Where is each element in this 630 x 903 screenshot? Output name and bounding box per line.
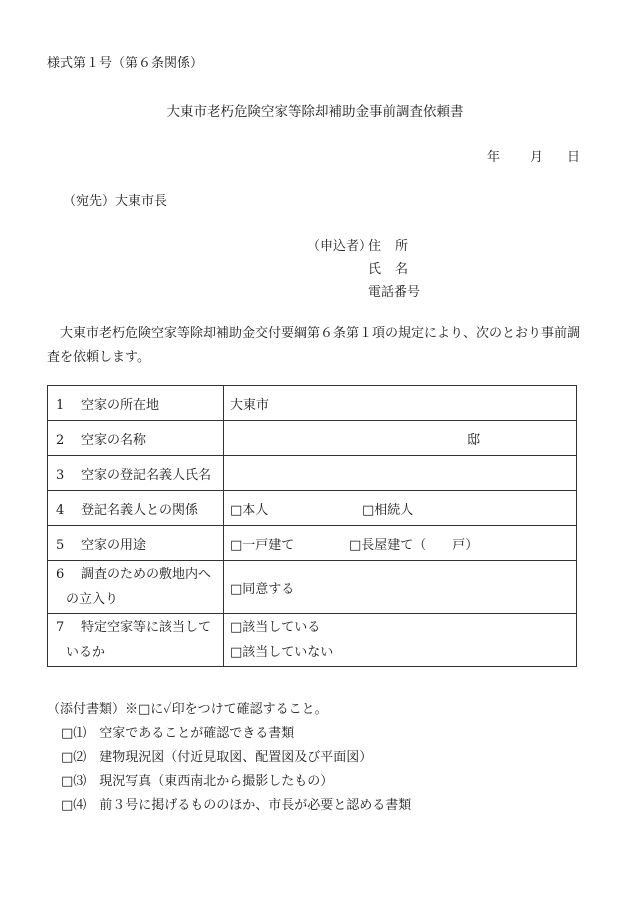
registered-owner-field[interactable] [224,456,577,491]
phone-label: 電話番号 [368,285,421,300]
row-number: 1 [56,397,65,413]
table-row [48,456,577,491]
location-field[interactable]: 大東市 [224,386,577,421]
building-name-field[interactable]: 邸 [224,421,577,456]
checkbox-consent[interactable]: □同意する [224,561,577,614]
row-number: 3 [56,467,65,483]
attachment-item-vacancy-proof[interactable]: □⑴ 空家であることが確認できる書類 [61,726,295,741]
usage-options [224,526,577,561]
checkbox-designated[interactable]: □該当している [230,620,321,635]
attachments-header: （添付書類）※□に✓印をつけて確認すること。 [47,702,328,717]
row-label [48,491,224,526]
row-label-text-continued: の立入り [66,592,119,607]
attachment-item-photos[interactable]: □⑶ 現況写真（東西南北から撮影したもの） [61,774,334,789]
row-label-text: 空家の用途 [81,537,147,553]
row-label [48,526,224,561]
checkbox-heir[interactable]: □相続人 [362,502,414,518]
checkbox-row-house[interactable]: □長屋建て（ 戸） [349,537,479,553]
row-label-text: 空家の名称 [81,432,147,448]
address-label: 住所 [368,239,423,254]
document-title: 大東市老朽危険空家等除却補助金事前調査依頼書 [166,104,464,120]
row-number: 6 [56,567,65,582]
checkbox-self[interactable]: □本人 [230,502,269,518]
relationship-options [224,491,577,526]
row-label [48,561,224,614]
row-label-text: 空家の所在地 [81,397,160,413]
row-label [48,421,224,456]
row-label [48,456,224,491]
row-label-text: 調査のための敷地内へ [81,567,212,582]
row-label-text: 空家の登記名義人氏名 [81,467,212,483]
row-label-text: 特定空家等に該当して [81,620,212,635]
request-table [47,385,577,667]
date-year-label: 年 [487,150,501,165]
row-number: 7 [56,620,65,635]
row-label-text: 登記名義人との関係 [81,502,199,518]
row-number: 2 [56,432,65,448]
name-label: 氏名 [368,262,423,277]
addressee: （宛先）大東市長 [63,194,168,209]
table-row [48,614,577,667]
date-month-label: 月 [530,150,544,165]
row-label-text-continued: いるか [66,645,106,660]
table-row [48,561,577,614]
row-label [48,614,224,667]
table-row [48,491,577,526]
checkbox-not-designated[interactable]: □該当していない [230,645,334,660]
attachment-item-other-documents[interactable]: □⑷ 前３号に掲げるもののほか、市長が必要と認める書類 [61,798,412,813]
designation-options [224,614,577,667]
table-row [48,526,577,561]
row-number: 4 [56,502,65,518]
attachment-item-building-drawings[interactable]: □⑵ 建物現況図（付近見取図、配置図及び平面図） [61,750,373,765]
form-number: 様式第１号（第６条関係） [47,56,204,71]
intro-paragraph: 大東市老朽危険空家等除却補助金交付要綱第６条第１項の規定により、次のとおり事前調査を依頼します。 [47,326,581,365]
date-day-label: 日 [567,150,581,165]
table-row [48,421,577,456]
row-label [48,386,224,421]
checkbox-detached-house[interactable]: □一戸建て [230,537,295,553]
applicant-label: （申込者） [307,239,373,254]
table-row [48,386,577,421]
row-number: 5 [56,537,65,553]
